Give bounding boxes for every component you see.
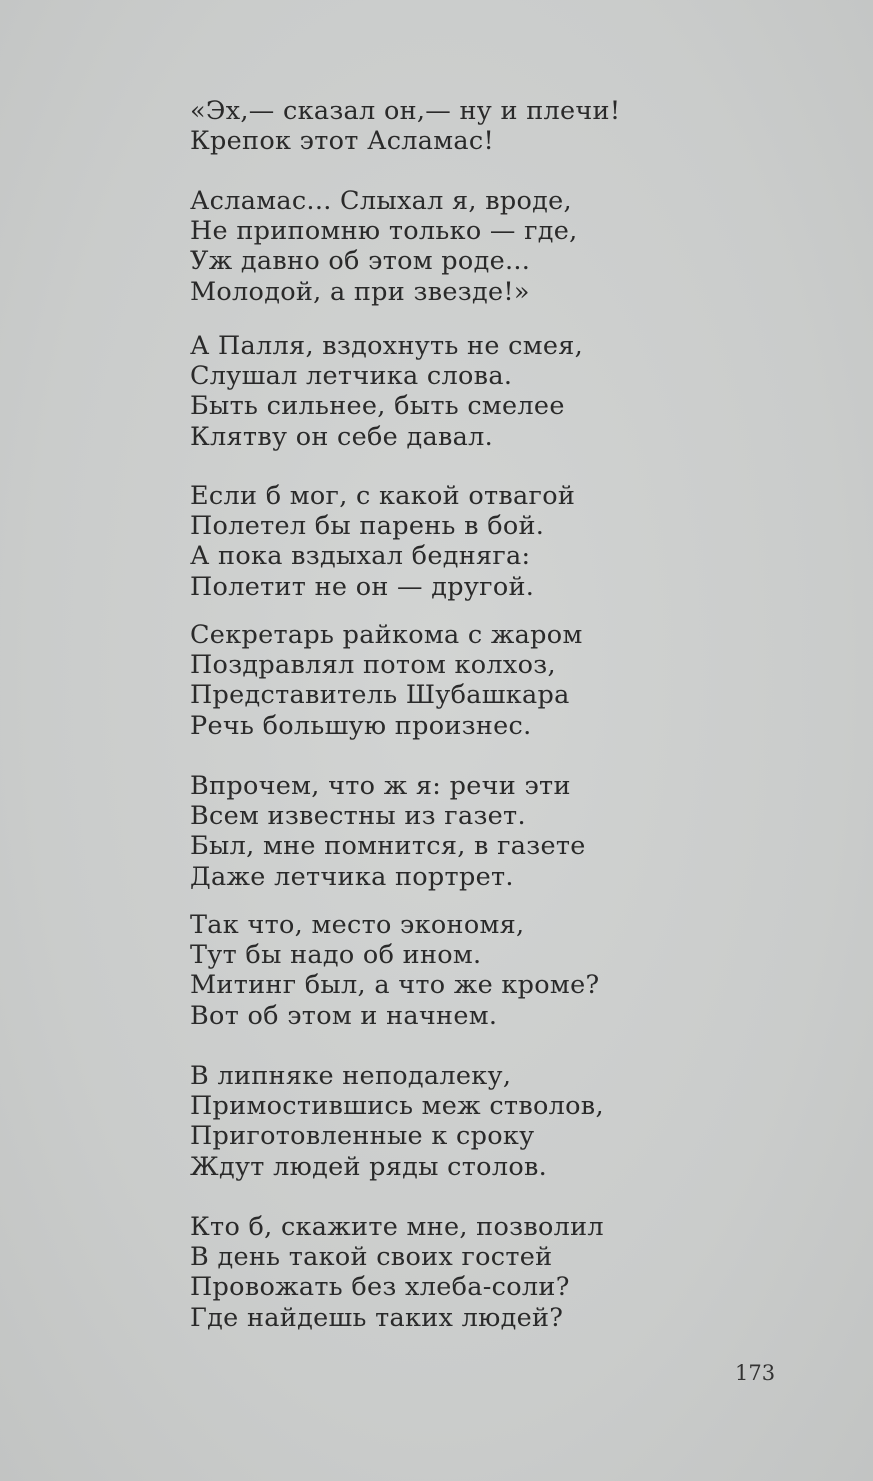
poem-line: Клятву он себе давал.	[190, 421, 494, 452]
poem-line: Так что, место экономя,	[190, 910, 525, 940]
stanza	[190, 331, 583, 452]
stanza	[190, 620, 583, 741]
poem-line: Где найдешь таких людей?	[190, 1302, 564, 1333]
poem-line: Полетел бы парень в бой.	[190, 511, 545, 542]
page-number: 173	[735, 1361, 776, 1385]
poem-line: Всем известны из газет.	[190, 801, 526, 832]
poem-line: Был, мне помнится, в газете	[190, 831, 586, 862]
poem-line: Примостившись меж стволов,	[190, 1091, 604, 1122]
poem-line: Крепок этот Асламас!	[190, 126, 495, 157]
poem-line: Уж давно об этом роде...	[190, 246, 531, 277]
poem-line: Если б мог, с какой отвагой	[190, 481, 576, 511]
poem-line: А пока вздыхал бедняга:	[190, 541, 531, 572]
stanza	[190, 96, 620, 156]
stanza	[190, 1061, 604, 1182]
poem-line: Провожать без хлеба-соли?	[190, 1272, 570, 1303]
poem-line: Молодой, а при звезде!»	[190, 276, 530, 307]
poem-line: Впрочем, что ж я: речи эти	[190, 771, 571, 801]
poem-line: Слушал летчика слова.	[190, 361, 513, 392]
stanza	[190, 910, 599, 1031]
poem-line: А Палля, вздохнуть не смея,	[190, 331, 584, 361]
poem-line: Представитель Шубашкара	[190, 680, 570, 711]
poem-line: Ждут людей ряды столов.	[190, 1151, 548, 1182]
poem-line: Полетит не он — другой.	[190, 571, 535, 602]
poem-line: Тут бы надо об ином.	[190, 940, 482, 971]
poem-line: В день такой своих гостей	[190, 1242, 553, 1273]
stanza	[190, 481, 575, 602]
poem-line: В липняке неподалеку,	[190, 1061, 512, 1091]
poem-line: Быть сильнее, быть смелее	[190, 391, 565, 422]
stanza	[190, 186, 578, 307]
poem-line: Кто б, скажите мне, позволил	[190, 1212, 604, 1242]
poem-line: Секретарь райкома с жаром	[190, 620, 583, 650]
poem-line: Речь большую произнес.	[190, 710, 532, 741]
poem-line: Асламас... Слыхал я, вроде,	[190, 186, 572, 216]
stanza	[190, 1212, 604, 1333]
poem-line: Даже летчика портрет.	[190, 861, 514, 892]
poem-line: Вот об этом и начнем.	[190, 1000, 498, 1031]
poem-line: Поздравлял потом колхоз,	[190, 650, 556, 681]
poem-line: Не припомню только — где,	[190, 216, 578, 247]
poem-line: Приготовленные к сроку	[190, 1121, 535, 1152]
stanza	[190, 771, 586, 892]
poem-line: «Эх,— сказал он,— ну и плечи!	[190, 96, 621, 126]
poem-line: Митинг был, а что же кроме?	[190, 970, 600, 1001]
